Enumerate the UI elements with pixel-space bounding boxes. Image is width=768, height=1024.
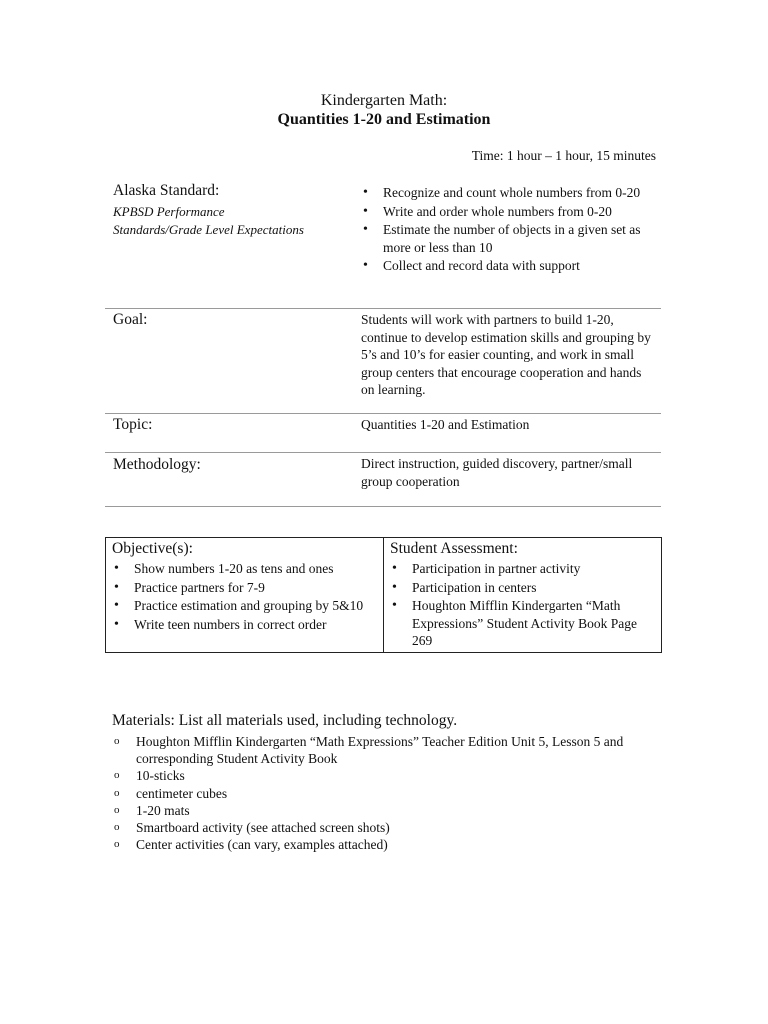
standard-subtitle-line2: Standards/Grade Level Expectations [113,221,304,237]
material-item: o Center activities (can vary, examples attached) [112,836,652,853]
standard-subtitle [113,203,304,238]
material-item: o 1-20 mats [112,802,652,819]
methodology-row [105,453,661,507]
standard-subtitle-line1: KPBSD Performance [113,204,225,219]
lesson-time: Time: 1 hour – 1 hour, 15 minutes [471,148,656,163]
standard-item: • Write and order whole numbers from 0-20 [361,203,653,221]
topic-label: Topic: [113,416,153,433]
assessment-list [390,560,654,651]
goal-label: Goal: [113,311,148,328]
document-subject: Kindergarten Math: [320,92,448,109]
lesson-info-table [105,178,661,507]
materials-list [112,733,652,853]
standard-list [361,184,653,275]
material-item: o 10-sticks [112,767,652,784]
objectives-assessment-box [105,537,662,653]
objective-item: • Practice partners for 7-9 [112,579,376,597]
standard-label: Alaska Standard: [113,182,220,199]
assessment-item: • Participation in partner activity [390,560,654,578]
standard-row [105,178,661,309]
goal-text: Students will work with partners to build 1-20, continue to develop estimation skills and grouping by 5’s and 10’s for easier counting, and work in small group centers that encourage cooperation and hands on learning. [361,312,651,397]
standard-item: • Recognize and count whole numbers from 0-20 [361,184,653,202]
document-title: Quantities 1-20 and Estimation [277,111,491,128]
materials-label: Materials: List all materials used, including technology. [112,712,458,729]
objectives-label: Objective(s): [112,540,193,557]
topic-row [105,414,661,453]
standard-item: • Collect and record data with support [361,257,653,275]
assessment-item: • Houghton Mifflin Kindergarten “Math Expressions” Student Activity Book Page 269 [390,597,654,650]
standard-content [361,184,653,276]
objectives-list [112,560,376,634]
objectives-column [106,538,384,652]
topic-text: Quantities 1-20 and Estimation [361,417,530,432]
objective-item: • Practice estimation and grouping by 5&10 [112,597,376,615]
objective-item: • Write teen numbers in correct order [112,616,376,634]
material-item: o centimeter cubes [112,785,652,802]
assessment-column [384,538,661,652]
objective-item: • Show numbers 1-20 as tens and ones [112,560,376,578]
methodology-text: Direct instruction, guided discovery, partner/small group cooperation [361,456,633,489]
assessment-item: • Participation in centers [390,579,654,597]
standard-item: • Estimate the number of objects in a given set as more or less than 10 [361,221,653,256]
goal-row [105,309,661,414]
assessment-label: Student Assessment: [390,540,518,557]
material-item: o Smartboard activity (see attached screen shots) [112,819,652,836]
methodology-label: Methodology: [113,456,201,473]
material-item: o Houghton Mifflin Kindergarten “Math Expressions” Teacher Edition Unit 5, Lesson 5 and corresponding Student Activity Book [112,733,652,767]
